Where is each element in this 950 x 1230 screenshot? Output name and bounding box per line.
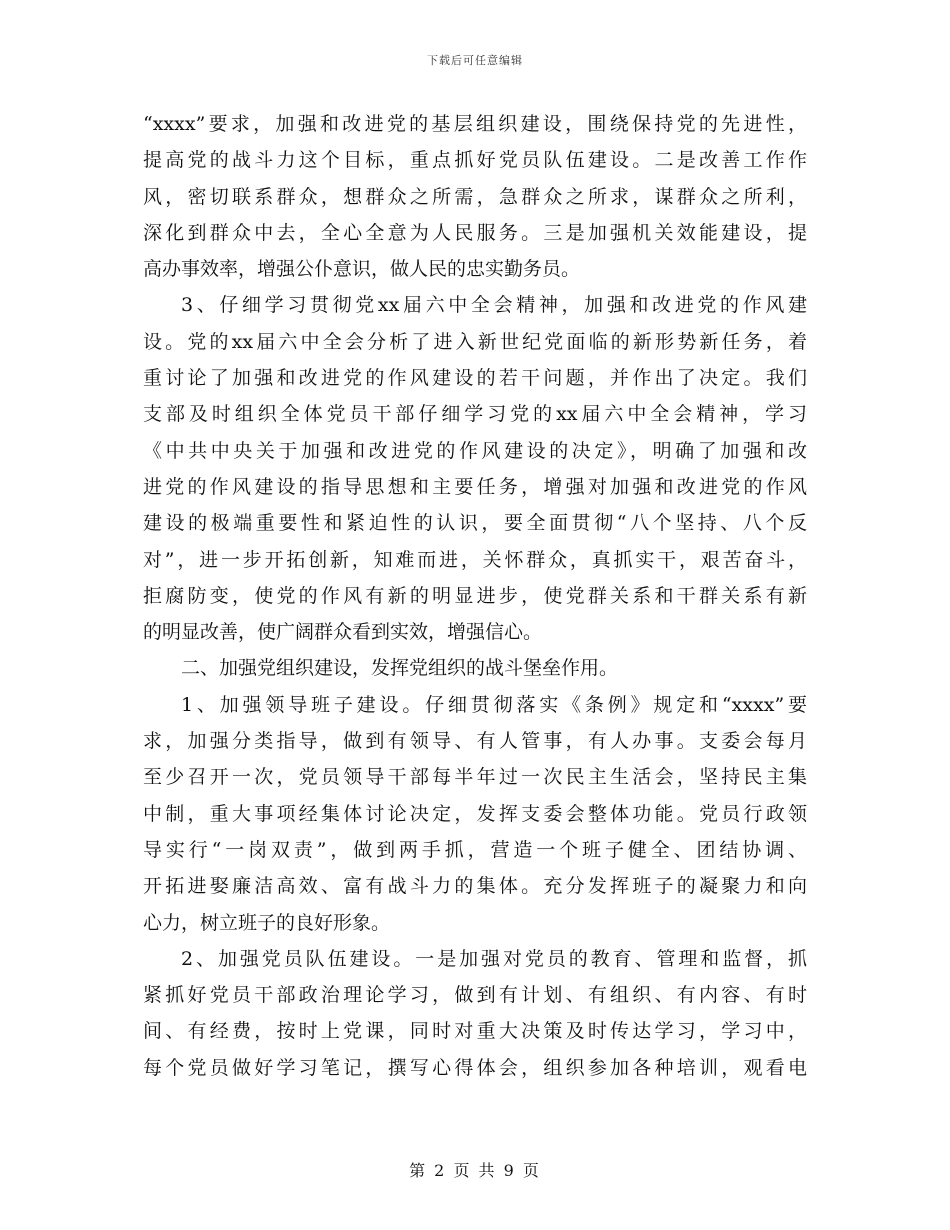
text-line: 进党的作风建设的指导思想和主要任务，增强对加强和改进党的作风 [143, 475, 807, 498]
text-line: 3、仔细学习贯彻党xx届六中全会精神，加强和改进党的作风建 [181, 294, 807, 317]
text-line: 心力，树立班子的良好形象。 [143, 911, 391, 934]
text-line: 每个党员做好学习笔记，撰写心得体会，组织参加各种培训，观看电 [143, 1056, 807, 1079]
text-line: 求，加强分类指导，做到有领导、有人管事，有人办事。支委会每月 [143, 730, 807, 753]
text-line: 建设的极端重要性和紧迫性的认识，要全面贯彻“八个坚持、八个反 [143, 512, 807, 535]
document-body [143, 106, 807, 1086]
text-line: 重讨论了加强和改进党的作风建设的若干问题，并作出了决定。我们 [143, 367, 807, 390]
text-line: 1、加强领导班子建设。仔细贯彻落实《条例》规定和“xxxx”要 [181, 693, 807, 716]
page-number-footer: 第 2 页 共 9 页 [409, 1161, 541, 1180]
text-line: 导实行“一岗双责”，做到两手抓，营造一个班子健全、团结协调、 [143, 838, 807, 861]
text-line: 设。党的xx届六中全会分析了进入新世纪党面临的新形势新任务，着 [143, 330, 807, 353]
text-line: 高办事效率，增强公仆意识，做人民的忠实勤务员。 [143, 258, 581, 281]
text-line: 开拓进娶廉洁高效、富有战斗力的集体。充分发挥班子的凝聚力和向 [143, 875, 807, 898]
text-line: 支部及时组织全体党员干部仔细学习党的xx届六中全会精神，学习 [143, 403, 807, 426]
page-header: 下载后可任意编辑 [427, 54, 523, 67]
text-line: 间、有经费，按时上党课，同时对重大决策及时传达学习，学习中， [143, 1020, 807, 1043]
text-line: 的明显改善，使广阔群众看到实效，增强信心。 [143, 621, 543, 644]
text-line: 深化到群众中去，全心全意为人民服务。三是加强机关效能建设，提 [143, 221, 807, 244]
text-line: 《中共中央关于加强和改进党的作风建设的决定》，明确了加强和改 [143, 439, 807, 462]
text-line: 紧抓好党员干部政治理论学习，做到有计划、有组织、有内容、有时 [143, 984, 807, 1007]
text-line: 提高党的战斗力这个目标，重点抓好党员队伍建设。二是改善工作作 [143, 149, 807, 172]
text-line: 至少召开一次，党员领导干部每半年过一次民主生活会，坚持民主集 [143, 766, 807, 789]
text-line: 对”，进一步开拓创新，知难而进，关怀群众，真抓实干，艰苦奋斗， [143, 548, 807, 571]
text-line: 中制，重大事项经集体讨论决定，发挥支委会整体功能。党员行政领 [143, 802, 807, 825]
text-line: 拒腐防变，使党的作风有新的明显进步，使党群关系和干群关系有新 [143, 584, 807, 607]
text-line: “xxxx”要求，加强和改进党的基层组织建设，围绕保持党的先进性， [143, 113, 807, 135]
text-line: 2、加强党员队伍建设。一是加强对党员的教育、管理和监督，抓 [181, 947, 807, 970]
text-line: 二、加强党组织建设，发挥党组织的战斗堡垒作用。 [181, 657, 619, 680]
text-line: 风，密切联系群众，想群众之所需，急群众之所求，谋群众之所利， [143, 185, 807, 208]
